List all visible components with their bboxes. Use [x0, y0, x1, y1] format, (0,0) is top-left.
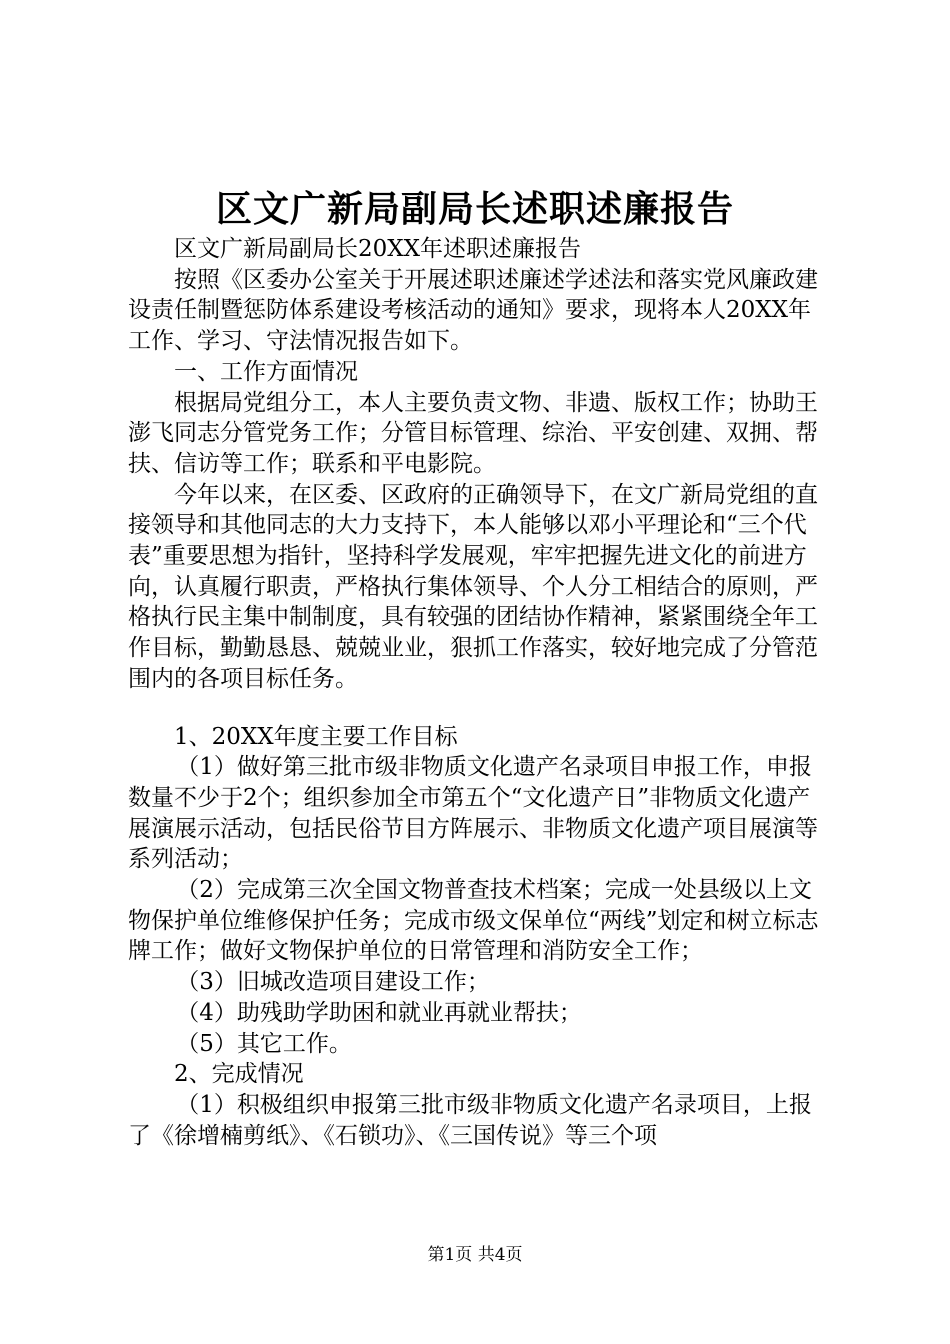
section-heading-work: 一、工作方面情况	[174, 358, 358, 385]
document-body	[128, 234, 828, 1151]
paragraph-responsibilities: 根据局党组分工，本人主要负责文物、非遗、版权工作；协助王澎飞同志分管党务工作；分管目标管理、综治、平安创建、双拥、帮扶、信访等工作；联系和平电影院。	[128, 389, 818, 477]
document-title: 区文广新局副局长述职述廉报告	[215, 188, 734, 230]
page-footer: 第1页 共4页	[427, 1245, 523, 1265]
list-item-goal-5: （5）其它工作。	[176, 1030, 352, 1057]
subsection-heading-goals: 1、20XX年度主要工作目标	[174, 723, 458, 750]
paragraph-subtitle: 区文广新局副局长20XX年述职述廉报告	[174, 236, 582, 262]
list-item-goal-1: （1）做好第三批市级非物质文化遗产名录项目申报工作，申报数量不少于2个；组织参加全市第五个“文化遗产日”非物质文化遗产展演展示活动，包括民俗节目方阵展示、非物质文化遗产项目展演等系列活动；	[128, 754, 818, 873]
list-item-goal-3: （3）旧城改造项目建设工作；	[176, 969, 490, 996]
paragraph-intro: 按照《区委办公室关于开展述职述廉述学述法和落实党风廉政建设责任制暨惩防体系建设考核活动的通知》要求，现将本人20XX年工作、学习、守法情况报告如下。	[128, 266, 818, 355]
paragraph-summary: 今年以来，在区委、区政府的正确领导下，在文广新局党组的直接领导和其他同志的大力支持下，本人能够以邓小平理论和“三个代表”重要思想为指针，坚持科学发展观，牢牢把握先进文化的前进方向，认真履行职责，严格执行集体领导、个人分工相结合的原则，严格执行民主集中制制度，具有较强的团结协作精神，紧紧围绕全年工作目标，勤勤恳恳、兢兢业业，狠抓工作落实，较好地完成了分管范围内的各项目标任务。	[128, 481, 818, 692]
subsection-heading-completion: 2、完成情况	[174, 1061, 304, 1088]
list-item-goal-2: （2）完成第三次全国文物普查技术档案；完成一处县级以上文物保护单位维修保护任务；完成市级文保单位“两线”划定和树立标志牌工作；做好文物保护单位的日常管理和消防安全工作；	[128, 877, 819, 965]
list-item-goal-4: （4）助残助学助困和就业再就业帮扶；	[176, 999, 582, 1026]
list-item-completion-1: （1）积极组织申报第三批市级非物质文化遗产名录项目，上报了《徐增楠剪纸》、《石锁功》、《三国传说》等三个项	[128, 1091, 812, 1149]
